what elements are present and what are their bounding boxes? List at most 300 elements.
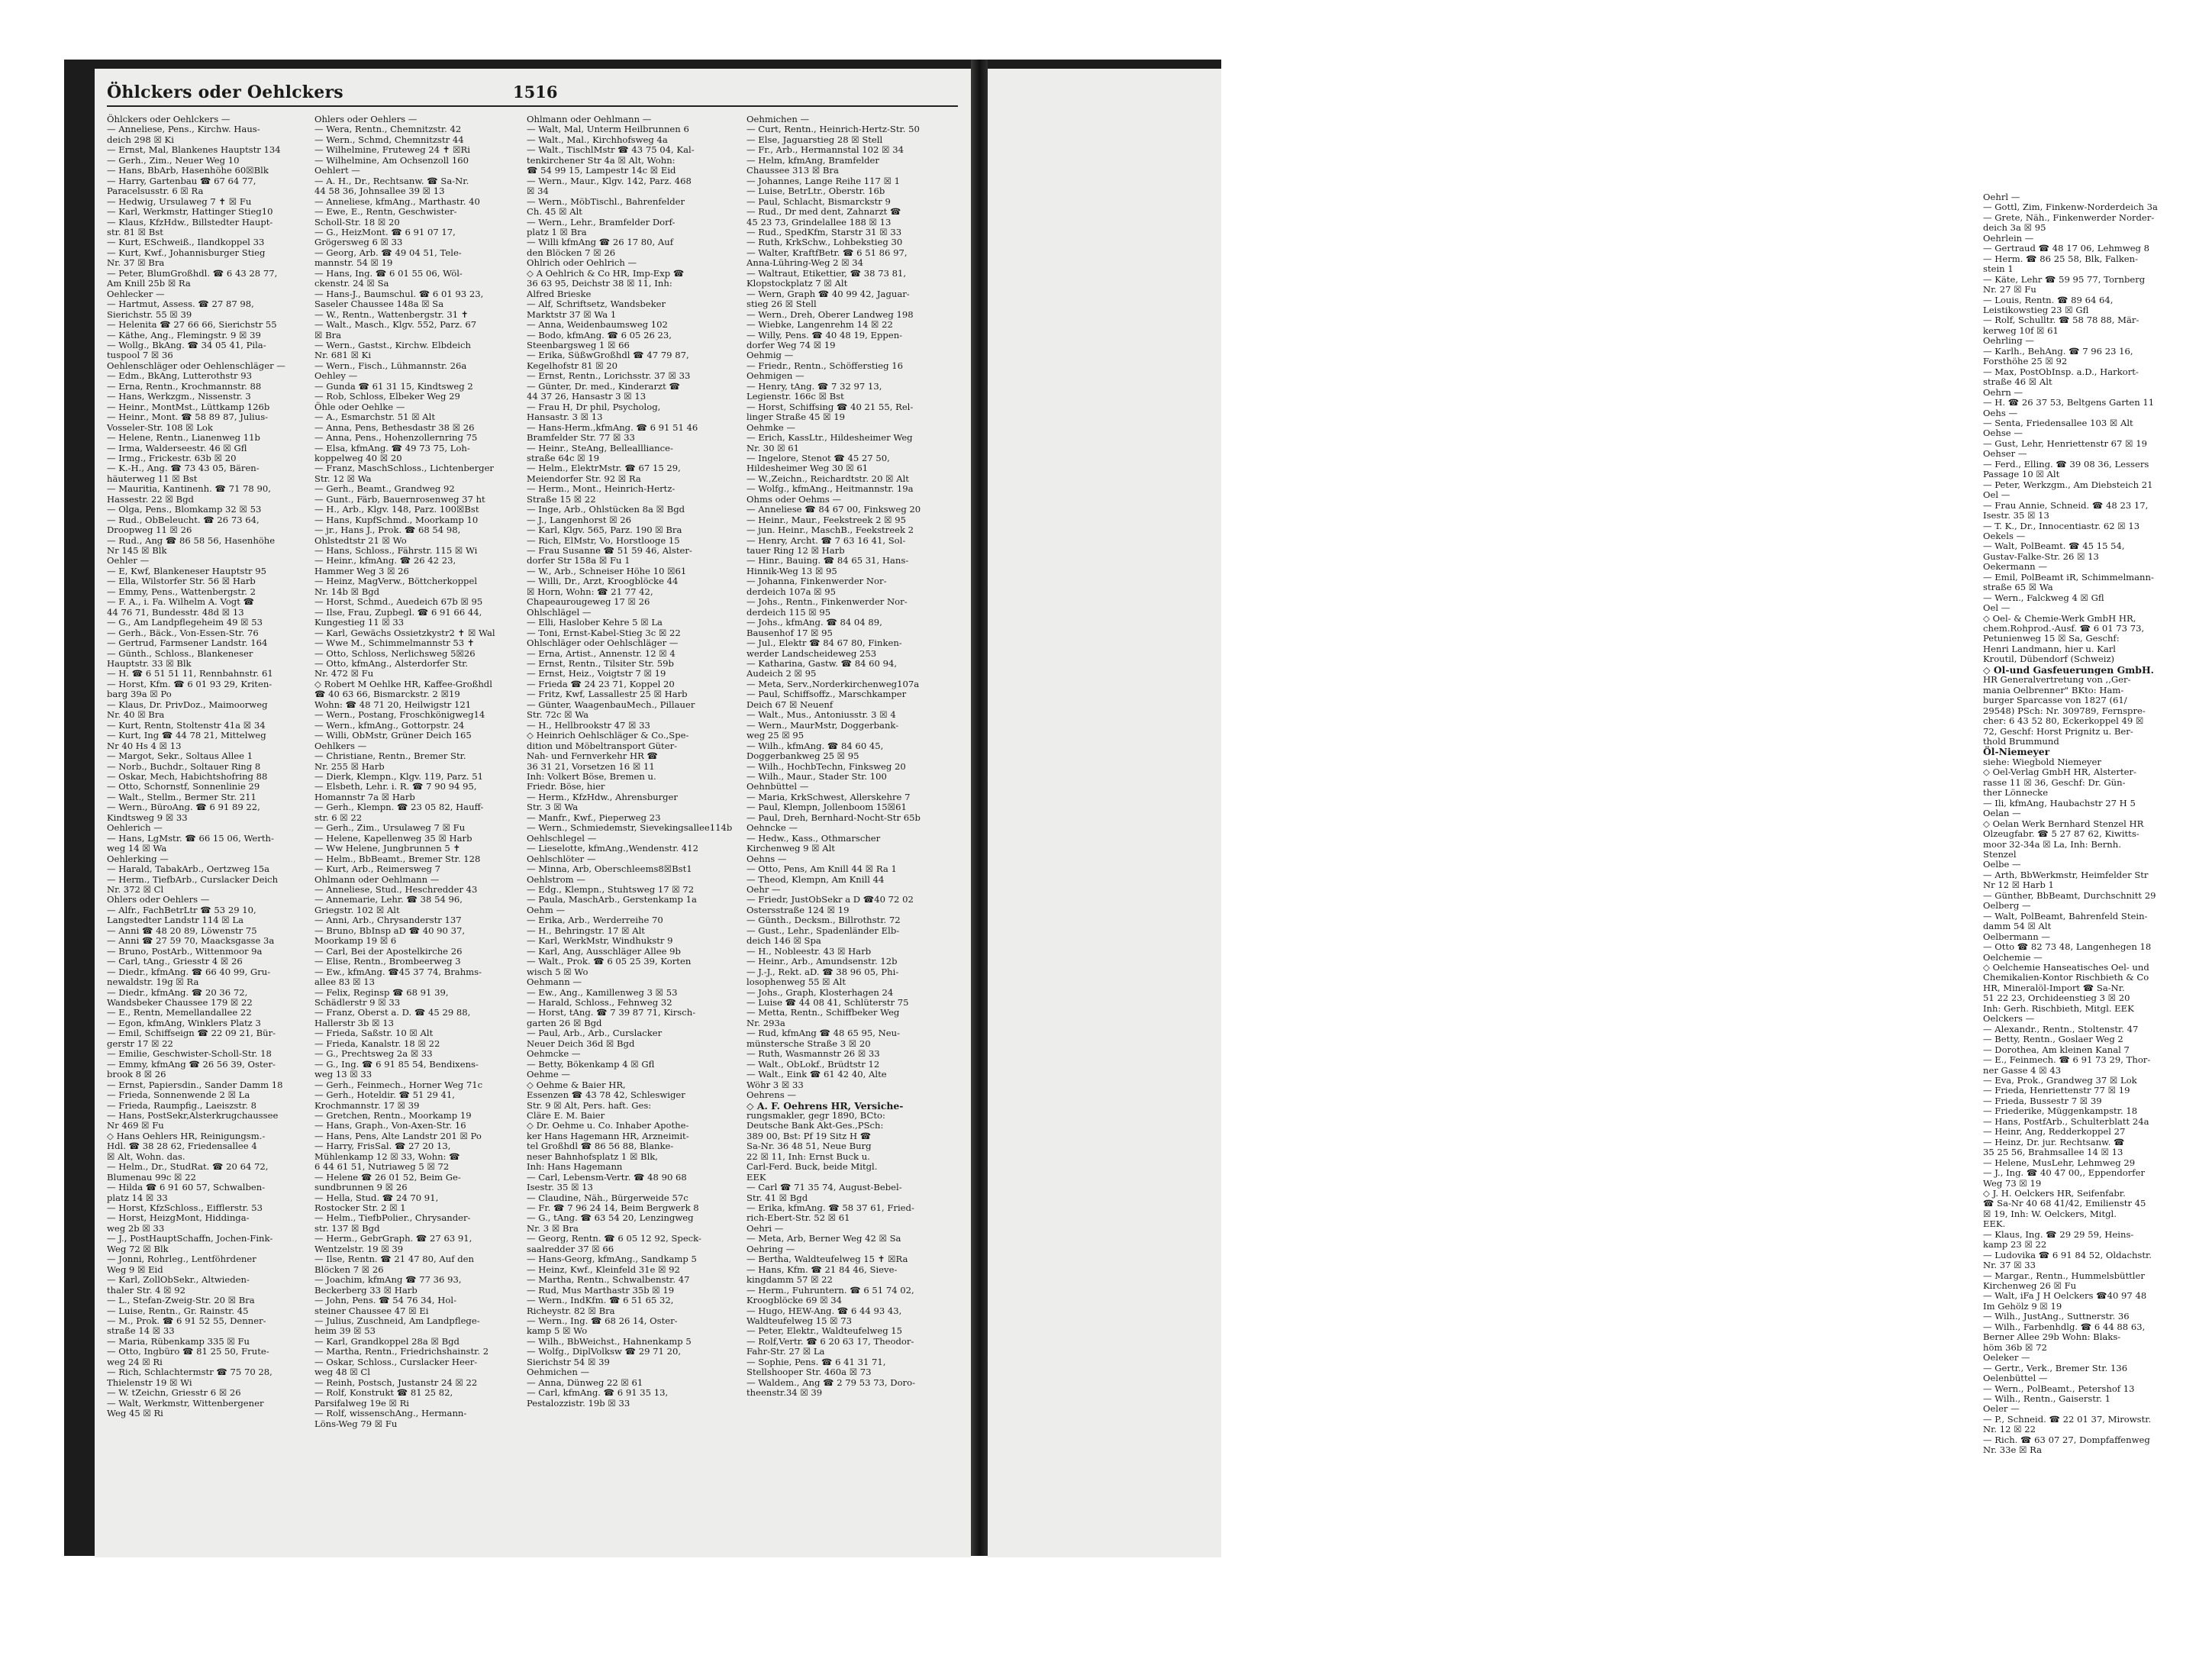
directory-entry: — Luise ☎ 44 08 41, Schlüterstr 75 xyxy=(746,996,909,1008)
directory-entry: — Kurt, Ing ☎ 44 78 21, Mittelweg xyxy=(107,730,266,741)
directory-entry: Str. 41 ☒ Bgd xyxy=(746,1192,808,1203)
directory-entry: Pestalozzistr. 19b ☒ 33 xyxy=(527,1397,630,1409)
directory-entry: — Fr., Arb., Hermannstal 102 ☒ 34 xyxy=(746,144,904,156)
directory-entry: Alfred Brieske xyxy=(527,288,592,299)
directory-entry: Ohms oder Oehms — xyxy=(746,493,842,505)
directory-entry: — Helm., BbBeamt., Bremer Str. 128 xyxy=(314,853,481,864)
directory-entry: Löns-Weg 79 ☒ Fu xyxy=(314,1418,398,1429)
directory-entry: — Martha, Rentn., Friedrichshainstr. 2 xyxy=(314,1346,489,1357)
directory-entry: — Gust., Lehr., Spadenländer Elb- xyxy=(746,925,900,936)
directory-entry: — Frieda, Saßstr. 10 ☒ Alt xyxy=(314,1028,434,1039)
directory-entry: steiner Chaussee 47 ☒ Ei xyxy=(314,1305,429,1316)
directory-entry: kamp 5 ☒ Wo xyxy=(527,1325,588,1337)
directory-entry: Ohlmann oder Oehlmann — xyxy=(314,873,440,885)
directory-entry: — Hans, LgMstr. ☎ 66 15 06, Werth- xyxy=(107,832,274,844)
directory-entry: straße 65 ☒ Wa xyxy=(1983,582,2053,593)
directory-entry: Oehmichen — xyxy=(746,114,810,124)
directory-entry: — Johannes, Lange Reihe 117 ☒ 1 xyxy=(746,175,901,186)
directory-entry: Weg 45 ☒ Ri xyxy=(107,1408,163,1419)
directory-entry: — Heinr., Maur., Feekstreek 2 ☒ 95 xyxy=(746,514,906,525)
directory-entry: Oehlstrom — xyxy=(527,873,585,885)
directory-entry: — Otto, Schloss, Nerlichsweg 5☒26 xyxy=(314,647,476,659)
directory-entry: stein 1 xyxy=(1983,263,2014,275)
directory-entry: Krochmannstr. 17 ☒ 39 xyxy=(314,1099,420,1111)
directory-entry: — Gertraud ☎ 48 17 06, Lehmweg 8 xyxy=(1983,243,2150,254)
directory-entry: — Ruth, KrkSchw., Lohbekstieg 30 xyxy=(746,237,903,248)
directory-entry: — Wilhelmine, Am Ochsenzoll 160 xyxy=(314,154,469,166)
directory-entry: Oehlerking — xyxy=(107,853,169,864)
directory-entry: — Bruno, BbInsp aD ☎ 40 90 37, xyxy=(314,925,466,936)
directory-entry: — Paul, Schiffsoffz., Marschkamper xyxy=(746,689,907,700)
directory-entry: Oehns — xyxy=(746,853,787,864)
directory-entry: Oelckers — xyxy=(1983,1013,2035,1025)
directory-entry: — Meta, Arb, Berner Weg 42 ☒ Sa xyxy=(746,1233,901,1244)
directory-entry: — jr., Hans J., Prok. ☎ 68 54 98, xyxy=(314,524,461,536)
directory-entry: — Karlh., BehAng. ☎ 7 96 23 16, xyxy=(1983,345,2133,357)
directory-entry: — Ingelore, Stenot ☎ 45 27 50, xyxy=(746,452,890,463)
directory-entry: — Käthe, Ang., Flemingstr. 9 ☒ 39 xyxy=(107,329,261,340)
page-number: 1516 xyxy=(513,82,558,102)
directory-entry: 35 25 56, Brahmsallee 14 ☒ 13 xyxy=(1983,1147,2123,1158)
directory-entry: — Gerh., Beamt., Grandweg 92 xyxy=(314,483,455,495)
directory-entry: garten 26 ☒ Bgd xyxy=(527,1017,602,1028)
directory-entry: Oehlecker — xyxy=(107,288,165,299)
directory-entry: 44 37 26, Hansastr 3 ☒ 13 xyxy=(527,391,647,402)
directory-entry: Petunienweg 15 ☒ Sa, Geschf: xyxy=(1983,633,2120,644)
directory-entry: — Otto, Ingbüro ☎ 81 25 50, Frute- xyxy=(107,1346,269,1357)
directory-entry: — Karl, WerkMstr, Windhukstr 9 xyxy=(527,935,673,947)
directory-entry: — Wern., IndKfm. ☎ 6 51 65 32, xyxy=(527,1295,674,1306)
directory-entry: Deutsche Bank Akt-Ges.,PSch: xyxy=(746,1120,884,1131)
directory-entry: — Elsbeth, Lehr. i. R. ☎ 7 90 94 95, xyxy=(314,781,477,792)
directory-entry: — Hans, Werkzgm., Nissenstr. 3 xyxy=(107,391,251,402)
directory-entry: — Hans, KupfSchmd., Moorkamp 10 xyxy=(314,514,479,525)
directory-entry: — Günth., Schloss., Blankeneser xyxy=(107,647,253,659)
directory-entry: — Wilh., Rentn., Gaiserstr. 1 xyxy=(1983,1393,2111,1405)
directory-entry: ckenstr. 24 ☒ Sa xyxy=(314,278,389,289)
directory-entry: — Hans-J., Baumschul. ☎ 6 01 93 23, xyxy=(314,288,484,299)
directory-entry: — Herm., Mont., Heinrich-Hertz- xyxy=(527,483,676,495)
directory-entry: häuterweg 11 ☒ Bst xyxy=(107,473,198,484)
directory-entry: deich 146 ☒ Spa xyxy=(746,935,821,947)
directory-entry: Sa-Nr. 36 48 51, Neue Burg xyxy=(746,1141,872,1152)
directory-entry: — Günter, WaagenbauMech., Pillauer xyxy=(527,699,695,710)
directory-entry: straße 64c ☒ 19 xyxy=(527,452,600,463)
directory-entry: weg 14 ☒ Wa xyxy=(107,843,167,854)
directory-entry: — Heinz, Dr. jur. Rechtsanw. ☎ xyxy=(1983,1136,2125,1147)
directory-entry: — Heinr., SteAng, Belleallliance- xyxy=(527,442,673,453)
directory-entry: — Helm., ElektrMstr. ☎ 67 15 29, xyxy=(527,463,681,474)
directory-entry: newaldstr. 19g ☒ Ra xyxy=(107,976,199,988)
directory-entry: Hammer Weg 3 ☒ 26 xyxy=(314,565,409,576)
directory-entry: — G., HeizMont. ☎ 6 91 07 17, xyxy=(314,226,456,237)
directory-entry: — Walt., Mal., Kirchhofsweg 4a xyxy=(527,134,668,145)
directory-entry: — Hans-Herm.,kfmAng. ☎ 6 91 51 46 xyxy=(527,421,698,433)
directory-entry: — Walt., Prok. ☎ 6 05 25 39, Korten xyxy=(527,956,692,967)
directory-entry: — Günter, Dr. med., Kinderarzt ☎ xyxy=(527,380,680,392)
directory-entry: — Anneliese, Stud., Heschredder 43 xyxy=(314,883,478,895)
directory-entry: — Wilh., Maur., Stader Str. 100 xyxy=(746,771,887,782)
directory-entry: Oehring — xyxy=(746,1243,795,1254)
directory-entry: — Ew., Ang., Kamillenweg 3 ☒ 53 xyxy=(527,986,678,998)
directory-entry: — Betty, Bökenkamp 4 ☒ Gfl xyxy=(527,1058,655,1070)
directory-entry: Wöhr 3 ☒ 33 xyxy=(746,1079,804,1090)
directory-entry: — Wern., Schmd, Chemnitzstr 44 xyxy=(314,134,464,145)
directory-entry: rasse 11 ☒ 36, Geschf: Dr. Gün- xyxy=(1983,776,2126,788)
directory-entry: ner Gasse 4 ☒ 43 xyxy=(1983,1064,2062,1076)
directory-entry: Oelbermann — xyxy=(1983,931,2051,942)
directory-entry: — Horst, HeizgMont, Hiddinga- xyxy=(107,1212,250,1224)
directory-entry: kamp 23 ☒ 22 xyxy=(1983,1239,2047,1251)
directory-entry: — Wern., Fisch., Lühmannstr. 26a xyxy=(314,360,467,371)
directory-entry: — Gunda ☎ 61 31 15, Kindtsweg 2 xyxy=(314,380,473,392)
directory-entry: — Wolfg., DiplVolksw ☎ 29 71 20, xyxy=(527,1346,682,1357)
directory-entry: rungsmakler, gegr 1890, BCto: xyxy=(746,1109,885,1121)
directory-entry: — Peter, Werkzgm., Am Diebsteich 21 xyxy=(1983,479,2153,490)
directory-entry: — Eva, Prok., Grandweg 37 ☒ Lok xyxy=(1983,1074,2137,1086)
directory-entry: Audeich 2 ☒ 95 xyxy=(746,668,817,679)
directory-entry: koppelweg 40 ☒ 20 xyxy=(314,452,402,463)
directory-entry: — Alf, Schriftsetz, Wandsbeker xyxy=(527,299,666,310)
directory-entry: — Frieda, Bussestr 7 ☒ 39 xyxy=(1983,1095,2102,1106)
directory-entry: — Luise, Rentn., Gr. Rainstr. 45 xyxy=(107,1305,249,1316)
directory-entry: EEK. xyxy=(1983,1218,2006,1230)
directory-entry: Hassestr. 22 ☒ Bgd xyxy=(107,493,194,505)
directory-entry: — Frau Annie, Schneid. ☎ 48 23 17, xyxy=(1983,499,2149,511)
directory-entry: — jun. Heinr., MaschB., Feekstreek 2 xyxy=(746,524,914,536)
directory-entry: — Wern., Dreh, Oberer Landweg 198 xyxy=(746,308,914,320)
directory-entry: ◇ A. F. Oehrens HR, Versiche- xyxy=(746,1099,904,1112)
directory-entry: — Gertr., Verk., Bremer Str. 136 xyxy=(1983,1362,2128,1373)
directory-entry: — Margot, Sekr., Soltaus Allee 1 xyxy=(107,750,253,762)
directory-entry: Ohlers oder Oehlers — xyxy=(314,114,418,124)
directory-entry: Blöcken 7 ☒ 26 xyxy=(314,1263,384,1275)
directory-entry: — Emil, Schiffseign ☎ 22 09 21, Bür- xyxy=(107,1028,276,1039)
directory-entry: Thielenstr 19 ☒ Wi xyxy=(107,1376,192,1388)
directory-entry: Nr. 372 ☒ Cl xyxy=(107,883,164,895)
directory-entry: höm 36b ☒ 72 xyxy=(1983,1341,2047,1353)
directory-entry: — Louis, Rentn. ☎ 89 64 64, xyxy=(1983,294,2114,305)
directory-entry: — Norb., Buchdr., Soltauer Ring 8 xyxy=(107,760,261,772)
directory-entry: Am Knill 25b ☒ Ra xyxy=(107,278,191,289)
directory-entry: Ohlschlägel — xyxy=(527,606,592,618)
directory-entry: Stenzel xyxy=(1983,849,2017,860)
directory-entry: — Dierk, Klempn., Klgv. 119, Parz. 51 xyxy=(314,771,484,782)
directory-entry: — Ernst, Heiz., Voigtstr 7 ☒ 19 xyxy=(527,668,666,679)
directory-entry: — Gunt., Färb, Bauernrosenweg 37 ht xyxy=(314,493,485,505)
directory-entry: Kegelhofstr 81 ☒ 20 xyxy=(527,360,618,371)
directory-entry: — Otto ☎ 82 73 48, Langenhegen 18 xyxy=(1983,941,2152,953)
directory-entry: Nr. 255 ☒ Harb xyxy=(314,760,385,772)
directory-entry: moor 32-34a ☒ La, Inh: Bernh. xyxy=(1983,838,2121,850)
directory-entry: — Heinr., Arb., Amundsenstr. 12b xyxy=(746,956,898,967)
directory-entry: — Betty, Rentn., Goslaer Weg 2 xyxy=(1983,1034,2123,1045)
directory-entry: Oekels — xyxy=(1983,530,2026,541)
directory-entry: thaler Str. 4 ☒ 92 xyxy=(107,1284,185,1296)
directory-entry: — Hugo, HEW-Ang. ☎ 6 44 93 43, xyxy=(746,1305,902,1316)
directory-entry: — Katharina, Gastw. ☎ 84 60 94, xyxy=(746,658,898,670)
directory-entry: — Inge, Arb., Ohlstücken 8a ☒ Bgd xyxy=(527,504,685,515)
directory-entry: Chemikalien-Kontor Rischbieth & Co xyxy=(1983,972,2149,983)
directory-entry: Oehley — xyxy=(314,370,358,382)
directory-entry: Oelan — xyxy=(1983,808,2021,819)
directory-entry: losophenweg 55 ☒ Alt xyxy=(746,976,846,988)
directory-entry: Oehrlein — xyxy=(1983,232,2034,244)
directory-entry: — Walt., ObLokf., Brüdtstr 12 xyxy=(746,1058,880,1070)
directory-entry: — G., tAng. ☎ 63 54 20, Lenzingweg xyxy=(527,1212,694,1224)
directory-entry: — Olga, Pens., Blomkamp 32 ☒ 53 xyxy=(107,504,262,515)
directory-entry: — Willy, Pens. ☎ 40 48 19, Eppen- xyxy=(746,329,903,340)
directory-entry: Straße 15 ☒ 22 xyxy=(527,493,596,505)
directory-entry: — Rob, Schloss, Elbeker Weg 29 xyxy=(314,391,460,402)
directory-entry: — Claudine, Näh., Bürgerweide 57c xyxy=(527,1192,688,1203)
directory-entry: — Jonni, Rohrleg., Lentföhrdener xyxy=(107,1254,256,1265)
directory-entry: — H., Nobleestr. 43 ☒ Harb xyxy=(746,945,872,957)
directory-entry: Oehmigen — xyxy=(746,370,805,382)
directory-entry: — Hans, Graph., Von-Axen-Str. 16 xyxy=(314,1120,466,1131)
directory-entry: Klopstockplatz 7 ☒ Alt xyxy=(746,278,848,289)
directory-entry: Isestr. 35 ☒ 13 xyxy=(1983,510,2049,521)
directory-entry: Nr. 681 ☒ Ki xyxy=(314,350,372,361)
directory-entry: Cläre E. M. Baier xyxy=(527,1109,605,1121)
directory-entry: Ohlmann oder Oehlmann — xyxy=(527,114,652,124)
directory-entry: Oel — xyxy=(1983,602,2010,614)
directory-entry: Weg 9 ☒ Eid xyxy=(107,1263,163,1275)
directory-entry: ◇ Oehme & Baier HR, xyxy=(527,1079,626,1090)
directory-entry: — Diedr., kfmAng. ☎ 66 40 99, Gru- xyxy=(107,966,271,977)
directory-entry: Fahr-Str. 27 ☒ La xyxy=(746,1346,825,1357)
directory-entry: saalredder 37 ☒ 66 xyxy=(527,1243,614,1254)
directory-entry: Oelchemie — xyxy=(1983,951,2043,963)
directory-entry: — Paul, Klempn, Jollenboom 15☒61 xyxy=(746,802,907,813)
directory-entry: Oehmann — xyxy=(527,976,582,988)
directory-entry: — Carl, tAng., Griesstr 4 ☒ 26 xyxy=(107,956,243,967)
directory-entry: — Carl ☎ 71 35 74, August-Bebel- xyxy=(746,1182,902,1193)
directory-entry: ☎ 54 99 15, Lampestr 14c ☒ Eid xyxy=(527,165,676,176)
directory-entry: barg 39a ☒ Po xyxy=(107,689,172,700)
directory-entry: — Johs., Graph, Klosterhagen 24 xyxy=(746,986,894,998)
directory-entry: — T. K., Dr., Innocentiastr. 62 ☒ 13 xyxy=(1983,520,2140,531)
directory-entry: Weg 72 ☒ Blk xyxy=(107,1243,169,1254)
directory-entry: — Ernst, Papiersdin., Sander Damm 18 xyxy=(107,1079,283,1090)
directory-entry: Öhlckers oder Oehlckers — xyxy=(107,114,231,124)
directory-entry: — Fritz, Kwf, Lassallestr 25 ☒ Harb xyxy=(527,689,688,700)
directory-entry: — Wilh., Farbenhdlg. ☎ 6 44 88 63, xyxy=(1983,1321,2146,1332)
directory-entry: — Ewe, E., Rentn, Geschwister- xyxy=(314,206,457,218)
directory-entry: — Mauritia, Kantinenh. ☎ 71 78 90, xyxy=(107,483,271,495)
directory-entry: Wandsbeker Chaussee 179 ☒ 22 xyxy=(107,996,253,1008)
directory-entry: — Meta, Serv.,Norderkirchenweg107a xyxy=(746,678,920,689)
directory-entry: — Rich. ☎ 63 07 27, Dompfaffenweg xyxy=(1983,1434,2150,1445)
directory-entry: — Karl, ZollObSekr., Altwieden- xyxy=(107,1274,250,1286)
directory-entry: Str. 72c ☒ Wa xyxy=(527,709,589,721)
directory-column-5 xyxy=(1983,192,2212,1456)
directory-entry: Sierichstr 54 ☒ 39 xyxy=(527,1356,610,1367)
directory-entry: Oehrling — xyxy=(1983,335,2034,347)
directory-entry: — Anneliese, Pens., Kirchw. Haus- xyxy=(107,124,260,135)
directory-entry: — Rud., Dr med dent, Zahnarzt ☎ xyxy=(746,206,901,218)
directory-entry: — Ili, kfmAng, Haubachstr 27 H 5 xyxy=(1983,797,2136,808)
directory-entry: Inh: Volkert Böse, Bremen u. xyxy=(527,771,656,782)
directory-entry: Im Gehölz 9 ☒ 19 xyxy=(1983,1300,2062,1312)
directory-entry: — Edg., Klempn., Stuhtsweg 17 ☒ 72 xyxy=(527,883,695,895)
directory-entry: ☒ Alt, Wohn. das. xyxy=(107,1150,185,1162)
directory-entry: — Horst, KfzSchloss., Eifflerstr. 53 xyxy=(107,1202,263,1214)
directory-entry: ◇ Ol-und Gasfeuerungen GmbH. xyxy=(1983,663,2154,676)
directory-entry: Oehler — xyxy=(107,555,150,566)
directory-entry: — Hedwig, Ursulaweg 7 ✝ ☒ Fu xyxy=(107,195,252,207)
directory-entry: ◇ Heinrich Oehlschläger & Co.,Spe- xyxy=(527,730,689,741)
directory-entry: — W., Arb., Schneiser Höhe 10 ☒61 xyxy=(527,565,687,576)
directory-entry: Nr. 14b ☒ Bgd xyxy=(314,586,380,597)
directory-entry: — Karl, Klgv. 565, Parz. 190 ☒ Bra xyxy=(527,524,682,536)
directory-entry: — K.-H., Ang. ☎ 73 43 05, Bären- xyxy=(107,463,260,474)
directory-entry: Nr. 27 ☒ Fu xyxy=(1983,284,2036,295)
directory-entry: Oehmichen — xyxy=(527,1367,590,1378)
directory-entry: Oehrn — xyxy=(1983,386,2023,398)
directory-entry: — Karl, Werkmstr, Hattinger Stieg10 xyxy=(107,206,273,218)
directory-entry: Legienstr. 166c ☒ Bst xyxy=(746,391,844,402)
directory-entry: — Kurt, ESchweiß., Ilandkoppel 33 xyxy=(107,237,265,248)
directory-entry: rich-Ebert-Str. 52 ☒ 61 xyxy=(746,1212,850,1224)
directory-entry: Henri Landmann, hier u. Karl xyxy=(1983,643,2117,654)
directory-entry: — Heinr, Ang, Redderkoppel 27 xyxy=(1983,1126,2126,1138)
directory-entry: Nr 469 ☒ Fu xyxy=(107,1120,164,1131)
directory-entry: — Gottl, Zim, Finkenw-Norderdeich 3a xyxy=(1983,202,2158,213)
directory-entry: — Paul, Schlacht, Bismarckstr 9 xyxy=(746,195,891,207)
directory-entry: Oehrens — xyxy=(746,1089,796,1101)
directory-entry: Inh: Gerh. Rischbieth, Mitgl. EEK xyxy=(1983,1002,2134,1014)
directory-entry: — Hedw., Kass., Othmarscher xyxy=(746,832,881,844)
directory-entry: — Wern., kfmAng., Gottorpstr. 24 xyxy=(314,719,465,731)
directory-entry: — Günther, BbBeamt, Durchschnitt 29 xyxy=(1983,889,2156,901)
directory-entry: thold Brummund xyxy=(1983,736,2059,747)
directory-entry: Ostersstraße 124 ☒ 19 xyxy=(746,904,850,915)
directory-entry: Friedr. Böse, hier xyxy=(527,781,605,792)
directory-entry: ◇ Robert M Oehlke HR, Kaffee-Großhdl xyxy=(314,678,492,689)
directory-entry: Schädlerstr 9 ☒ 33 xyxy=(314,996,401,1008)
directory-entry: — Walt., TischlMstr ☎ 43 75 04, Kal- xyxy=(527,144,695,156)
directory-entry: — E., Feinmech. ☎ 6 91 73 29, Thor- xyxy=(1983,1054,2151,1066)
directory-entry: — Walt, PolBeamt, Bahrenfeld Stein- xyxy=(1983,910,2148,921)
directory-entry: cher: 6 43 52 80, Eckerkoppel 49 ☒ xyxy=(1983,715,2144,727)
directory-entry: 36 31 21, Vorsetzen 16 ☒ 11 xyxy=(527,760,655,772)
directory-entry: — Wilh., kfmAng. ☎ 84 60 45, xyxy=(746,740,884,751)
directory-entry: — Hinr., Bauing. ☎ 84 65 31, Hans- xyxy=(746,555,909,566)
directory-entry: Vosseler-Str. 108 ☒ Lok xyxy=(107,421,213,433)
directory-entry: dorfer Str 158a ☒ Fu 1 xyxy=(527,555,630,566)
directory-entry: ◇ Oel- & Chemie-Werk GmbH HR, xyxy=(1983,612,2136,624)
directory-entry: werder Landscheideweg 253 xyxy=(746,647,877,659)
directory-entry: — Helm., Dr., StudRat. ☎ 20 64 72, xyxy=(107,1161,269,1173)
directory-entry: — A., Esmarchstr. 51 ☒ Alt xyxy=(314,411,436,423)
directory-entry: str. 81 ☒ Bst xyxy=(107,226,163,237)
directory-entry: weg 48 ☒ Cl xyxy=(314,1367,370,1378)
directory-entry: — Julius, Zuschneid, Am Landpflege- xyxy=(314,1315,480,1327)
directory-entry: — E., Rentn, Memellandallee 22 xyxy=(107,1007,252,1018)
directory-entry: deich 298 ☒ Ki xyxy=(107,134,174,145)
directory-entry: Forsthöhe 25 ☒ 92 xyxy=(1983,356,2068,367)
directory-entry: — J., PostHauptSchaffn, Jochen-Fink- xyxy=(107,1233,273,1244)
directory-entry: — Friederike, Müggenkampstr. 18 xyxy=(1983,1105,2138,1117)
directory-entry: Oehs — xyxy=(1983,407,2018,418)
directory-entry: Oehlschlöter — xyxy=(527,853,596,864)
directory-entry: Mühlenkamp 12 ☒ 33, Wohn: ☎ xyxy=(314,1150,460,1162)
directory-entry: — Walt, Mal, Unterm Heilbrunnen 6 xyxy=(527,124,689,135)
directory-entry: — Klaus, KfzHdw., Billstedter Haupt- xyxy=(107,216,273,228)
directory-entry: — Sophie, Pens. ☎ 6 41 31 71, xyxy=(746,1356,886,1367)
directory-entry: — Maria, Rübenkamp 335 ☒ Fu xyxy=(107,1335,250,1347)
directory-entry: — Herm., GebrGraph. ☎ 27 63 91, xyxy=(314,1233,472,1244)
directory-entry: — Rud., SpedKfm, Starstr 31 ☒ 33 xyxy=(746,226,902,237)
directory-entry: — W., Rentn., Wattenbergstr. 31 ✝ xyxy=(314,308,469,320)
directory-entry: — Rolf, wissenschAng., Hermann- xyxy=(314,1408,467,1419)
directory-entry: ☒ Horn, Wohn: ☎ 21 77 42, xyxy=(527,586,653,597)
directory-entry: weg 25 ☒ 95 xyxy=(746,730,805,741)
directory-entry: — Günth., Decksm., Billrothstr. 72 xyxy=(746,915,901,926)
directory-entry: — Anneliese, kfmAng., Marthastr. 40 xyxy=(314,195,480,207)
directory-entry: — Metta, Rentn., Schiffbeker Weg xyxy=(746,1007,900,1018)
directory-entry: — Herm. ☎ 86 25 58, Blk, Falken- xyxy=(1983,253,2139,264)
directory-entry: — Anni, Arb., Chrysanderstr 137 xyxy=(314,915,462,926)
directory-entry: Droopweg 11 ☒ 26 xyxy=(107,524,192,536)
directory-entry: Oelberg — xyxy=(1983,900,2031,912)
directory-entry: — Harry, Gartenbau ☎ 67 64 77, xyxy=(107,175,256,186)
directory-entry: — Johs., Rentn., Finkenwerder Nor- xyxy=(746,596,908,608)
directory-entry: Oehlschlegel — xyxy=(527,832,597,844)
directory-entry: — Anni ☎ 48 20 89, Löwenstr 75 xyxy=(107,925,257,936)
directory-entry: Oehser — xyxy=(1983,448,2027,460)
directory-entry: — Walt., Stellm., Bermer Str. 211 xyxy=(107,791,256,802)
directory-column-3 xyxy=(527,114,733,1409)
directory-entry: — Anna, Pens, Bethesdastr 38 ☒ 26 xyxy=(314,421,475,433)
facing-page xyxy=(988,69,2158,1557)
directory-entry: — Hans, PostSekr,Alsterkrugchaussee xyxy=(107,1109,279,1121)
directory-entry: straße 46 ☒ Alt xyxy=(1983,376,2052,388)
directory-entry: — Kurt, Rentn, Stoltenstr 41a ☒ 34 xyxy=(107,719,266,731)
directory-entry: Kroutil, Dübendorf (Schweiz) xyxy=(1983,654,2115,665)
directory-entry: — Christiane, Rentn., Bremer Str. xyxy=(314,750,466,762)
directory-entry: 45 23 73, Grindelallee 188 ☒ 13 xyxy=(746,216,892,228)
directory-entry: 51 22 23, Orchideenstieg 3 ☒ 20 xyxy=(1983,992,2130,1004)
directory-entry: dition und Möbeltransport Güter- xyxy=(527,740,678,751)
directory-entry: 36 63 95, Deichstr 38 ☒ 11, Inh: xyxy=(527,278,672,289)
directory-entry: Ch. 45 ☒ Alt xyxy=(527,206,582,218)
directory-entry: Nr. 472 ☒ Fu xyxy=(314,668,374,679)
directory-entry: — Reinh, Postsch, Justanstr 24 ☒ 22 xyxy=(314,1376,478,1388)
directory-entry: EEK xyxy=(746,1171,766,1183)
directory-entry: — Fr. ☎ 7 96 24 14, Beim Bergwerk 8 xyxy=(527,1202,699,1214)
directory-entry: ☒ 19, Inh: W. Oelckers, Mitgl. xyxy=(1983,1208,2117,1219)
directory-entry: weg 24 ☒ Ri xyxy=(107,1356,163,1367)
directory-entry: — Ernst, Rentn., Tilsiter Str. 59b xyxy=(527,658,674,670)
directory-entry: ◇ A Oehlrich & Co HR, Imp-Exp ☎ xyxy=(527,267,685,279)
directory-entry: Leistikowstieg 23 ☒ Gfl xyxy=(1983,304,2089,315)
directory-entry: — Frieda, Sonnenwende 2 ☒ La xyxy=(107,1089,250,1101)
directory-entry: straße 14 ☒ 33 xyxy=(107,1325,175,1337)
directory-entry: — Rolf, Schulltr. ☎ 58 78 88, Mär- xyxy=(1983,315,2139,326)
directory-entry: brook 8 ☒ 26 xyxy=(107,1069,166,1080)
directory-entry: ◇ Oelchemie Hanseatisches Oel- und xyxy=(1983,961,2149,973)
directory-entry: — Horst, Kfm. ☎ 6 01 93 29, Kriten- xyxy=(107,678,272,689)
directory-entry: — Walt, PolBeamt. ☎ 45 15 54, xyxy=(1983,541,2125,552)
directory-entry: — Erika, Arb., Werderreihe 70 xyxy=(527,915,663,926)
directory-entry: ◇ J. H. Oelckers HR, Seifenfabr. xyxy=(1983,1187,2126,1199)
directory-entry: ☒ Bra xyxy=(314,329,342,340)
directory-entry: 72, Geschf: Horst Prignitz u. Ber- xyxy=(1983,725,2133,737)
directory-entry: Nr. 12 ☒ 22 xyxy=(1983,1424,2036,1435)
directory-entry: — Ernst, Rentn., Lorichsstr. 37 ☒ 33 xyxy=(527,370,691,382)
